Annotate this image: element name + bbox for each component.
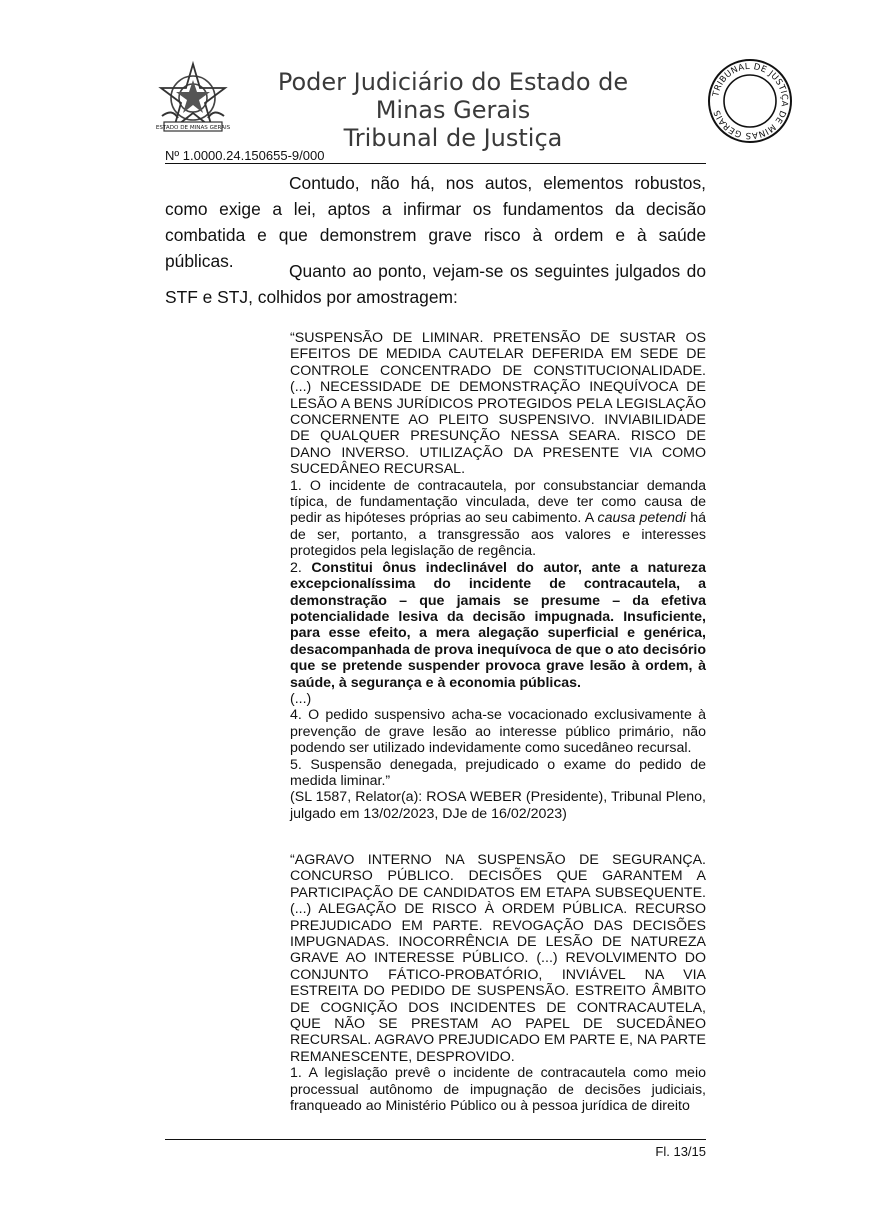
tribunal-name: Tribunal de Justiça [343, 124, 563, 152]
quote-1-citation: (SL 1587, Relator(a): ROSA WEBER (Presidente), Tribunal Pleno, julgado em 13/02/2023, DJe de 16/02/2023) [290, 789, 706, 822]
court-header [243, 68, 663, 152]
process-number: Nº 1.0000.24.150655-9/000 [165, 148, 325, 163]
quote-sl-1587 [290, 330, 706, 822]
seal-text: TRIBUNAL DE JUSTIÇA DE MINAS GERAIS [711, 61, 790, 141]
quote-2-item-1: 1. A legislação prevê o incidente de contracautela como meio processual autônomo de impugnação de decisões judiciais, franqueado ao Ministério Público ou à pessoa jurídica de direito [290, 1065, 706, 1115]
tribunal-seal [707, 58, 793, 144]
paragraph-2 [165, 258, 706, 310]
quote-1-item-2-bold: Constitui ônus indeclinável do autor, ante a natureza excepcionalíssima do incidente de contracautela, a demonstração – que jamais se presume – da efetiva potencialidade lesiva da decisão impugnada. Insuficiente, para esse efeito, a mera alegação superficial e genérica, desacompanhada de prova inequívoca de que o ato decisório que se pretende suspender provoca grave lesão à ordem, à saúde, à segurança e à economia públicas. [290, 559, 706, 691]
coat-of-arms-logo [152, 58, 234, 140]
paragraph-2-text: Quanto ao ponto, vejam-se os seguintes julgados do STF e STJ, colhidos por amostragem: [165, 261, 706, 307]
page-number: Fl. 13/15 [655, 1144, 706, 1159]
court-name: Poder Judiciário do Estado de Minas Gerais [277, 68, 629, 124]
quote-1-item-2 [290, 560, 706, 691]
quote-1-item-1 [290, 478, 706, 560]
quote-agravo [290, 852, 706, 1115]
footer-divider [165, 1139, 706, 1140]
paragraph-1-text: Contudo, não há, nos autos, elementos robustos, como exige a lei, aptos a infirmar os fundamentos da decisão combatida e que demonstrem grave risco à ordem e à saúde públicas. [165, 173, 706, 271]
quote-1-item-1-italic: causa petendi [597, 510, 687, 527]
quote-1-ellipsis: (...) [290, 690, 312, 707]
quote-1-item-5: 5. Suspensão denegada, prejudicado o exame do pedido de medida liminar.” [290, 756, 706, 789]
svg-text:TRIBUNAL DE JUSTIÇA DE MINAS G [711, 62, 789, 140]
quote-2-ementa: “AGRAVO INTERNO NA SUSPENSÃO DE SEGURANÇA. CONCURSO PÚBLICO. DECISÕES QUE GARANTEM A PARTICIPAÇÃO DE CANDIDATOS EM ETAPA SUBSEQUENTE. (...) ALEGAÇÃO DE RISCO À ORDEM PÚBLICA. RECURSO PREJUDICADO EM PARTE. REVOGAÇÃO DAS DECISÕES IMPUGNADAS. INOCORRÊNCIA DE LESÃO DE NATUREZA GRAVE AO INTERESSE PÚBLICO. (...) REVOLVIMENTO DO CONJUNTO FÁTICO-PROBATÓRIO, INVIÁVEL NA VIA ESTREITA DO PEDIDO DE SUSPENSÃO. ESTREITO ÂMBITO DE COGNIÇÃO DOS INCIDENTES DE CONTRACAUTELA, QUE NÃO SE PRESTAM AO PAPEL DE SUCEDÂNEO RECURSAL. AGRAVO PREJUDICADO EM PARTE E, NA PARTE REMANESCENTE, DESPROVIDO. [290, 852, 706, 1065]
quote-1-item-2-number: 2. [290, 559, 312, 576]
quote-1-item-1-text-b: há de ser, portanto, a transgressão aos valores e interesses protegidos pela legislação de regência. [290, 510, 706, 560]
crest-label: ESTADO DE MINAS GERAIS [155, 125, 231, 131]
header-divider [165, 163, 706, 164]
quote-1-item-4: 4. O pedido suspensivo acha-se vocacionado exclusivamente à prevenção de grave lesão ao interesse público primário, não podendo ser utilizado indevidamente como sucedâneo recursal. [290, 707, 706, 757]
quote-1-ementa: “SUSPENSÃO DE LIMINAR. PRETENSÃO DE SUSTAR OS EFEITOS DE MEDIDA CAUTELAR DEFERIDA EM SEDE DE CONTROLE CONCENTRADO DE CONSTITUCIONALIDADE. (...) NECESSIDADE DE DEMONSTRAÇÃO INEQUÍVOCA DE LESÃO A BENS JURÍDICOS PROTEGIDOS PELA LEGISLAÇÃO CONCERNENTE AO PLEITO SUSPENSIVO. INVIABILIDADE DE QUALQUER PRESUNÇÃO NESSA SEARA. RISCO DE DANO INVERSO. UTILIZAÇÃO DA PRESENTE VIA COMO SUCEDÂNEO RECURSAL. [290, 330, 706, 478]
quote-1-item-1-text-a: 1. O incidente de contracautela, por consubstanciar demanda típica, de fundamentação vinculada, deve ter como causa de pedir as hipóteses próprias ao seu cabimento. A [290, 477, 706, 527]
